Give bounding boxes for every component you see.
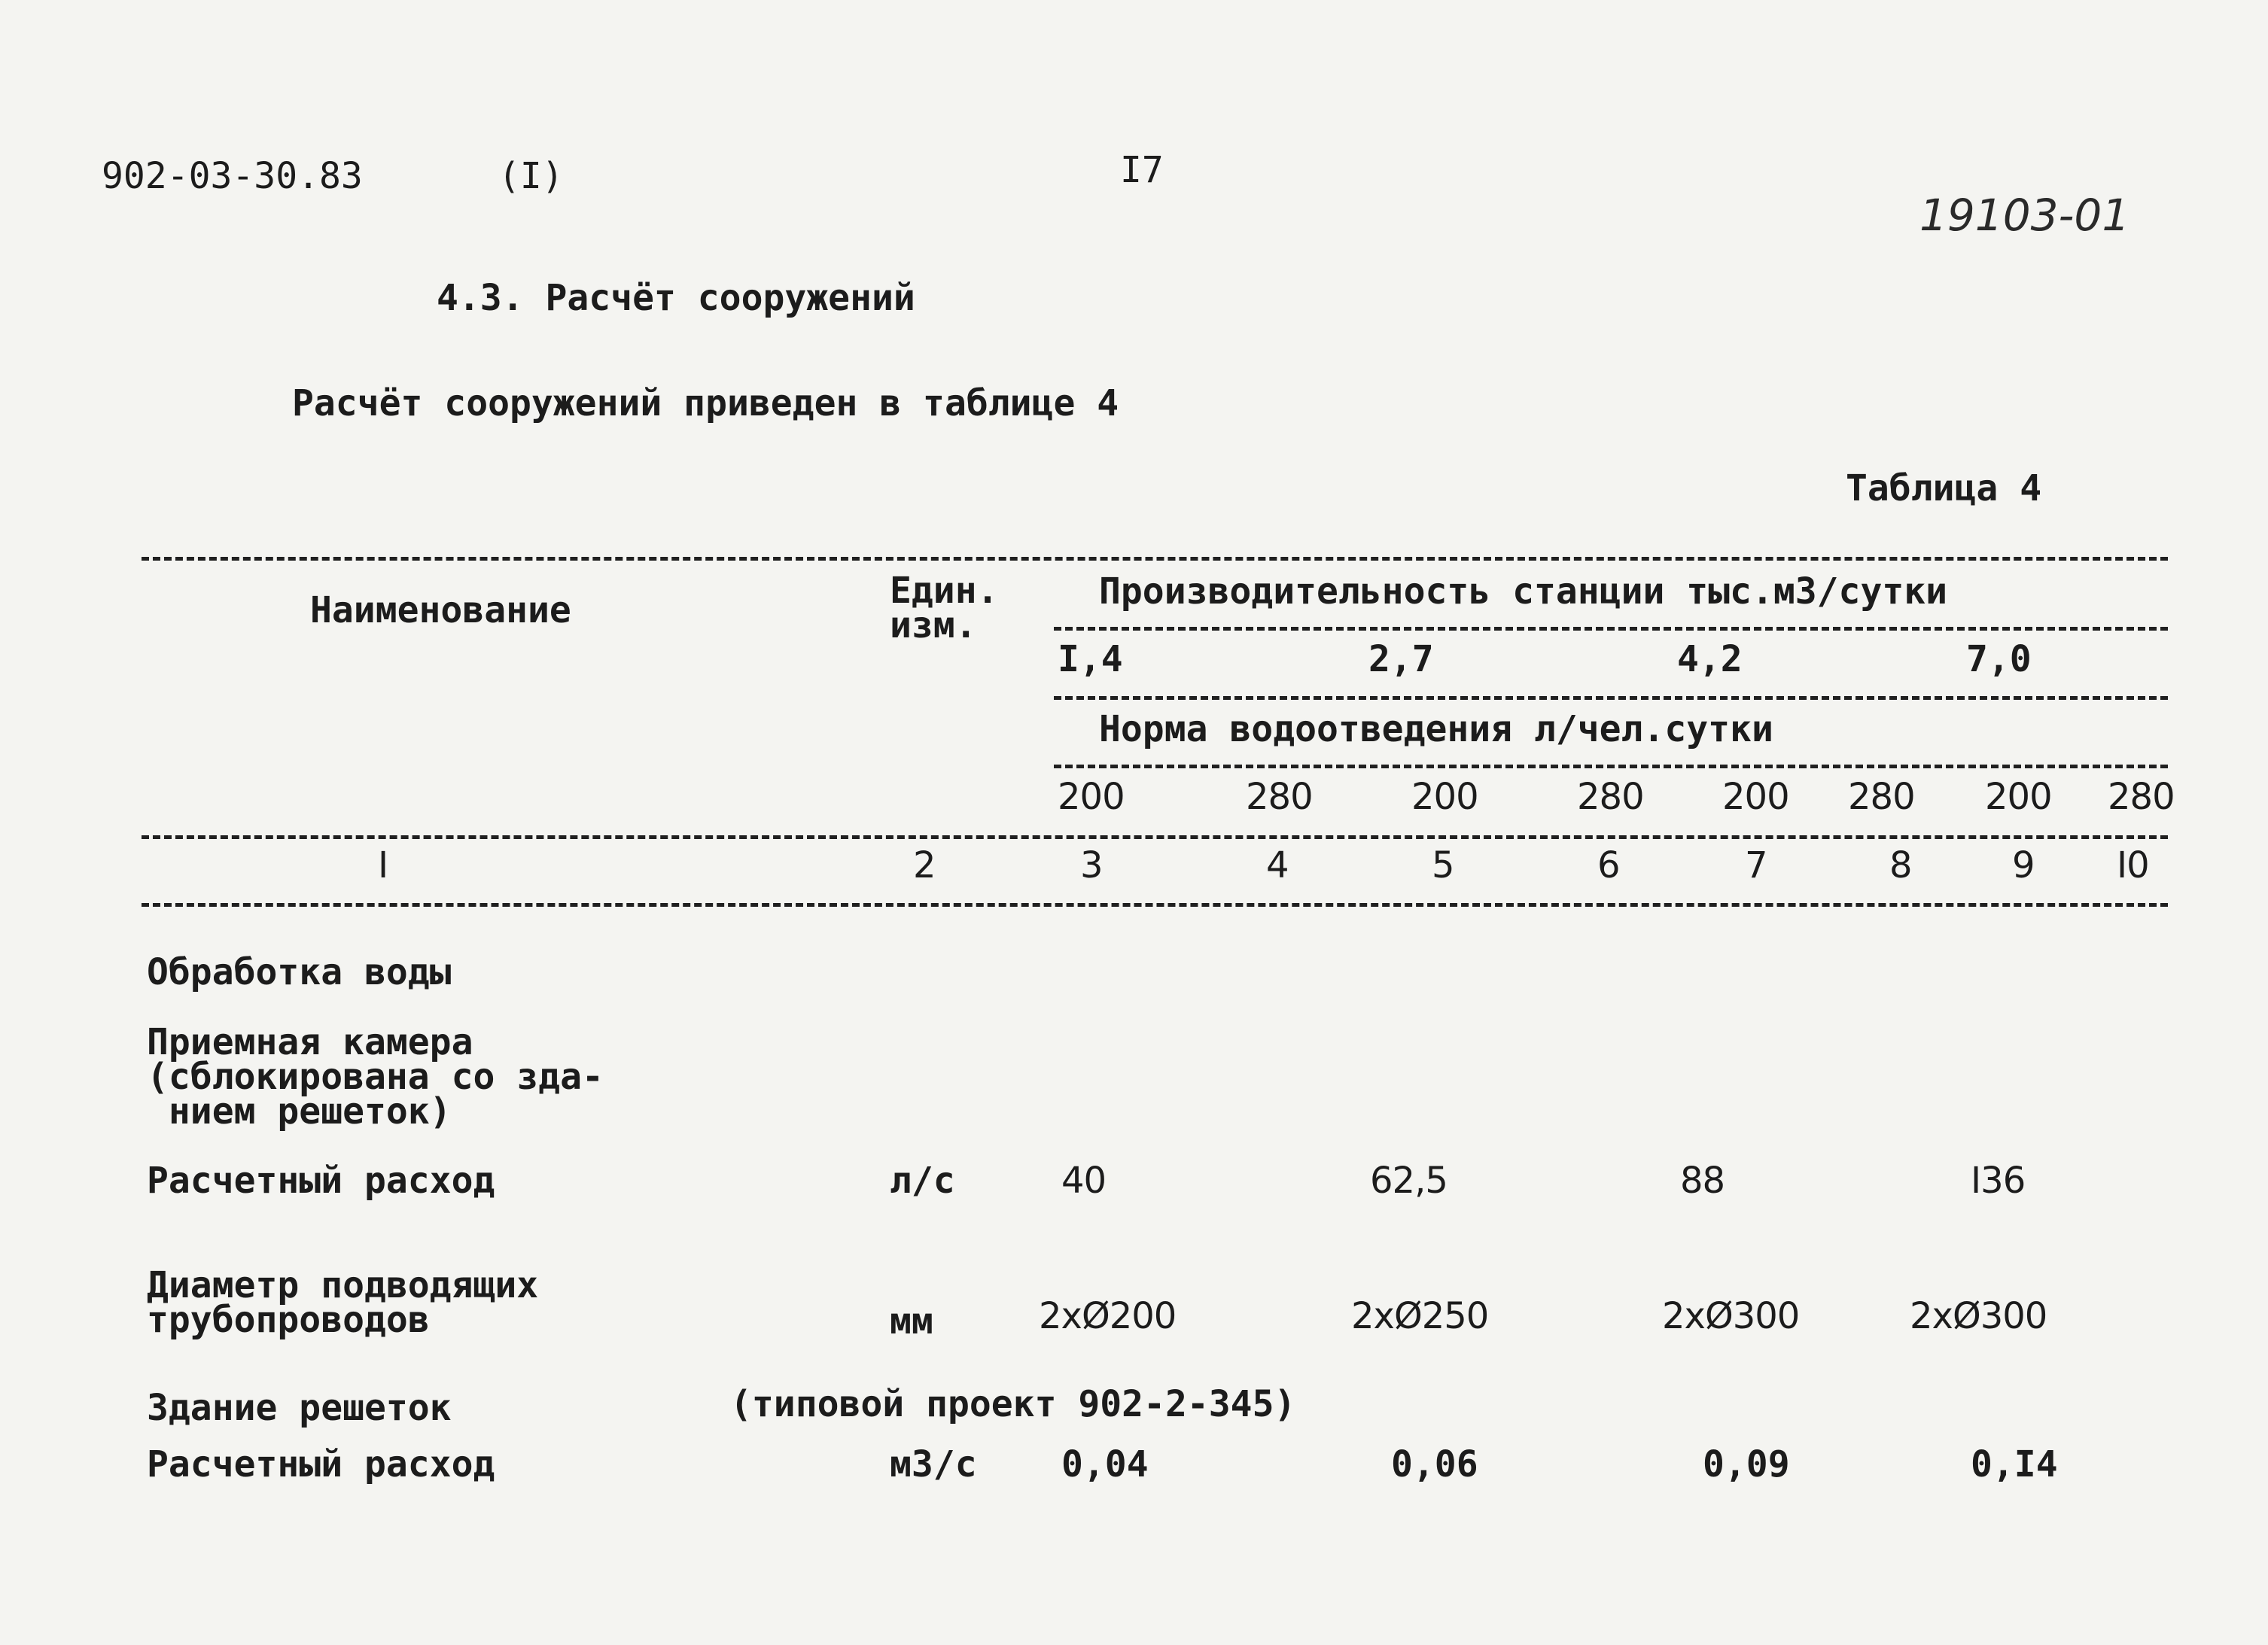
row-value: 0,I4	[1971, 1443, 2058, 1485]
column-number: 2	[913, 844, 936, 886]
header-bottom-rule	[142, 835, 2168, 839]
table-label: Таблица 4	[1846, 467, 2042, 509]
capacity-rule	[1054, 627, 2168, 631]
norm-value: 280	[1246, 776, 1313, 818]
column-number: 7	[1745, 844, 1767, 886]
column-number: 9	[2012, 844, 2035, 886]
row-name: Расчетный расход	[147, 1443, 495, 1485]
row-value: 0,04	[1061, 1443, 1149, 1485]
norm-value: 280	[2108, 776, 2175, 818]
norm-header: Норма водоотведения л/чел.сутки	[1099, 708, 1773, 750]
capacity-value: 7,0	[1966, 638, 2032, 680]
row-value: 2хØ300	[1662, 1295, 1800, 1337]
section-intro: Расчёт сооружений приведен в таблице 4	[292, 382, 1119, 424]
capacity-value: 2,7	[1368, 638, 1434, 680]
column-number: 3	[1080, 844, 1103, 886]
column-number: 8	[1889, 844, 1912, 886]
norm-value: 200	[1985, 776, 2052, 818]
section-title: 4.3. Расчёт сооружений	[437, 277, 915, 319]
row-value: 2хØ200	[1039, 1295, 1177, 1337]
row-unit: мм	[890, 1300, 933, 1342]
capacity-value: 4,2	[1677, 638, 1743, 680]
row-name: Диаметр подводящих трубопроводов	[147, 1264, 539, 1341]
capacity-values-rule	[1054, 696, 2168, 700]
document-code: 902-03-30.83	[102, 155, 363, 197]
page-number: I7	[1120, 149, 1164, 191]
row-value: 62,5	[1370, 1160, 1448, 1202]
row-value: I36	[1971, 1160, 2026, 1202]
row-name: Расчетный расход	[147, 1160, 495, 1202]
norm-value: 200	[1722, 776, 1789, 818]
row-unit: л/с	[890, 1160, 955, 1202]
row-unit: м3/с	[890, 1443, 977, 1485]
column-header-unit: Един. изм.	[890, 570, 999, 646]
capacity-header: Производительность станции тыс.м3/сутки	[1099, 570, 1948, 613]
table-top-rule	[142, 557, 2168, 561]
column-number: 6	[1597, 844, 1620, 886]
section-label: Обработка воды	[147, 951, 452, 993]
row-value: 0,06	[1391, 1443, 1478, 1485]
row-value: 0,09	[1703, 1443, 1790, 1485]
row-value: 88	[1680, 1160, 1725, 1202]
column-number: 4	[1266, 844, 1289, 886]
column-number: I0	[2117, 844, 2149, 886]
norm-rule	[1054, 765, 2168, 768]
row-value: 2хØ300	[1910, 1295, 2047, 1337]
column-number: I	[378, 844, 388, 886]
column-numbers-rule	[142, 903, 2168, 907]
norm-value: 280	[1577, 776, 1644, 818]
handwritten-code: 19103-01	[1919, 190, 2130, 241]
section-label: Приемная камера (сблокирована со зда- нием решеток)	[147, 1021, 604, 1133]
row-note: (типовой проект 902-2-345)	[730, 1383, 1296, 1425]
column-number: 5	[1432, 844, 1454, 886]
norm-value: 200	[1058, 776, 1125, 818]
norm-value: 200	[1411, 776, 1478, 818]
capacity-value: I,4	[1058, 638, 1123, 680]
row-value: 40	[1061, 1160, 1107, 1202]
issue-number: (I)	[498, 155, 564, 197]
row-name: Здание решеток	[147, 1387, 452, 1429]
column-header-name: Наименование	[310, 589, 571, 631]
norm-value: 280	[1848, 776, 1915, 818]
row-value: 2хØ250	[1351, 1295, 1489, 1337]
